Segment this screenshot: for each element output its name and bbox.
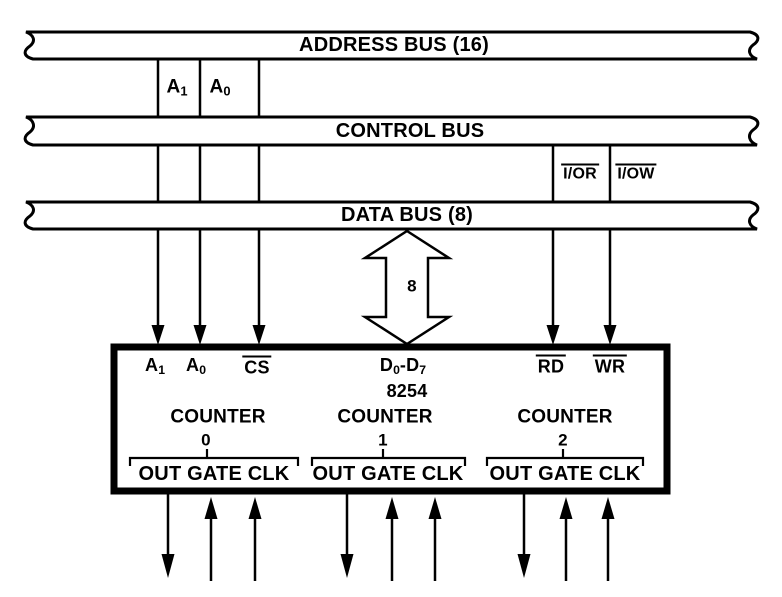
- a1-tap-label: [166, 77, 187, 98]
- a1-arrowhead: [152, 325, 165, 345]
- counter-1-number: 1: [378, 430, 388, 450]
- chip-part-number: 8254: [386, 381, 428, 401]
- cs-arrowhead: [253, 325, 266, 345]
- counter-1-clk-arrowhead: [429, 497, 442, 519]
- counter-2-out-arrowhead: [518, 554, 531, 578]
- control-bus-label: CONTROL BUS: [335, 120, 485, 142]
- counter-1-out-arrowhead: [341, 554, 354, 578]
- wr-arrowhead: [604, 325, 617, 345]
- counter-1-label: COUNTER: [337, 406, 433, 428]
- counter-2-number: 2: [558, 430, 568, 450]
- counter-2-label: COUNTER: [517, 406, 613, 428]
- out-arrowheads: [162, 554, 531, 578]
- chip-pin-a1-sub: 1: [158, 362, 166, 377]
- ior-tap-text: I/OR: [563, 165, 597, 183]
- iow-tap-text: I/OW: [617, 165, 655, 183]
- counter-2-signals: OUT GATE CLK: [489, 463, 641, 485]
- ior-tap-label: [561, 164, 599, 183]
- chip-pin-a0-base: A: [185, 354, 200, 375]
- address-bus-label: ADDRESS BUS (16): [299, 34, 489, 56]
- chip-pin-wr-text: WR: [594, 356, 626, 377]
- counter-0-gate-arrowhead: [205, 497, 218, 519]
- chip-pin-d7-sub: 7: [419, 362, 427, 377]
- chip-pin-a1: [145, 356, 165, 376]
- counter-1-gate-arrowhead: [386, 497, 399, 519]
- rd-arrowhead: [547, 325, 560, 345]
- data-path-width-label: 8: [407, 276, 417, 296]
- gate-clk-lines: [211, 517, 608, 581]
- counter-0-out-arrowhead: [162, 554, 175, 578]
- chip-pin-d0-sub: 0: [393, 362, 400, 377]
- iow-tap-label: [615, 164, 656, 183]
- chip-pin-a0: [186, 356, 206, 376]
- data-bus-label: DATA BUS (8): [340, 204, 474, 226]
- a1-tap-sub: 1: [180, 83, 188, 99]
- counter-0-signals: OUT GATE CLK: [138, 463, 290, 485]
- chip-pin-cs-text: CS: [244, 357, 270, 378]
- counter-2-gate-arrowhead: [560, 497, 573, 519]
- chip-pin-a1-base: A: [144, 354, 159, 375]
- chip-pin-rd: [536, 355, 566, 376]
- a0-tap-base: A: [209, 76, 224, 98]
- a0-arrowhead: [194, 325, 207, 345]
- counter-0-number: 0: [201, 430, 211, 450]
- address-tap-lines: [158, 60, 259, 327]
- gate-clk-arrowheads: [205, 497, 615, 519]
- counter-0-label: COUNTER: [170, 406, 266, 428]
- chip-pin-data-sep: -: [399, 354, 407, 375]
- chip-pin-cs: [242, 356, 271, 377]
- a1-tap-base: A: [166, 76, 181, 98]
- counter-2-clk-arrowhead: [602, 497, 615, 519]
- chip-pin-d7-base: D: [406, 354, 420, 375]
- counter-0-clk-arrowhead: [249, 497, 262, 519]
- a0-tap-sub: 0: [223, 83, 231, 99]
- chip-pin-d0-base: D: [379, 354, 394, 375]
- chip-pin-a0-sub: 0: [199, 362, 207, 377]
- chip-pin-rd-text: RD: [537, 356, 565, 377]
- chip-pin-data: [380, 356, 426, 376]
- chip-pin-wr: [593, 355, 627, 376]
- counter-1-signals: OUT GATE CLK: [312, 463, 464, 485]
- a0-tap-label: [209, 77, 230, 98]
